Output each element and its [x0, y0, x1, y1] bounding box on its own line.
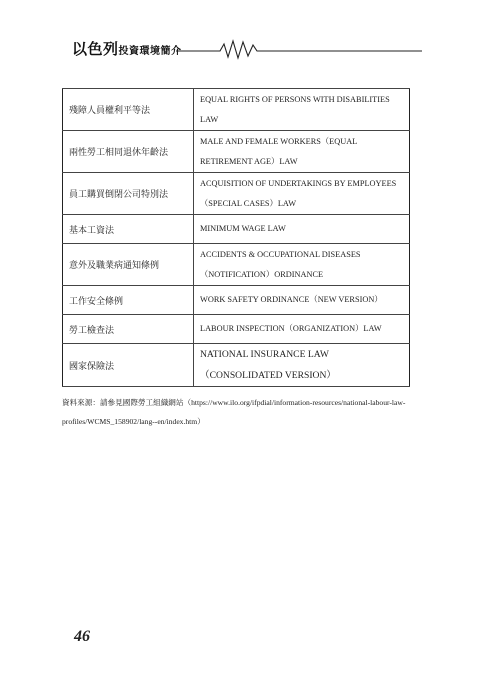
- table-row: [63, 344, 410, 387]
- law-name-en-line: WORK SAFETY ORDINANCE（NEW VERSION）: [200, 295, 383, 304]
- table-row: [63, 173, 410, 215]
- law-name-en-line: MALE AND FEMALE WORKERS（EQUAL: [200, 136, 358, 146]
- page-number: 46: [74, 628, 90, 645]
- header-title-main: 以色列: [72, 40, 119, 58]
- law-name-en-line: RETIREMENT AGE）LAW: [200, 156, 298, 166]
- table-row: [63, 244, 410, 286]
- law-name-zh: 工作安全條例: [63, 286, 194, 315]
- law-table-body: [63, 89, 410, 387]
- law-name-en-line: NATIONAL INSURANCE LAW: [200, 349, 329, 360]
- law-name-zh: 兩性勞工相同退休年齡法: [63, 131, 194, 173]
- law-name-en: [194, 286, 410, 315]
- table-row: [63, 131, 410, 173]
- header-title-sub: 投資環境簡介: [118, 46, 182, 57]
- law-name-en: [194, 173, 410, 215]
- law-name-en-line: （NOTIFICATION）ORDINANCE: [200, 269, 324, 279]
- law-name-en: [194, 89, 410, 131]
- law-name-en-line: EQUAL RIGHTS OF PERSONS WITH DISABILITIES: [200, 94, 390, 104]
- table-row: [63, 215, 410, 244]
- law-name-en: [194, 215, 410, 244]
- law-table: [62, 88, 410, 387]
- table-row: [63, 315, 410, 344]
- law-name-zh: 意外及職業病通知條例: [63, 244, 194, 286]
- law-name-en-line: LAW: [200, 114, 219, 124]
- law-name-zh: 基本工資法: [63, 215, 194, 244]
- law-name-en-line: ACCIDENTS & OCCUPATIONAL DISEASES: [200, 249, 361, 259]
- law-name-en-line: （CONSOLIDATED VERSION）: [200, 370, 337, 381]
- law-name-zh: 殘障人員權利平等法: [63, 89, 194, 131]
- table-row: [63, 89, 410, 131]
- law-name-en: [194, 344, 410, 387]
- law-name-en-line: LABOUR INSPECTION（ORGANIZATION）LAW: [200, 324, 382, 333]
- header-title: [72, 38, 182, 59]
- law-name-en-line: MINIMUM WAGE LAW: [200, 224, 286, 233]
- law-name-en-line: （SPECIAL CASES）LAW: [200, 198, 297, 208]
- law-name-en-line: ACQUISITION OF UNDERTAKINGS BY EMPLOYEES: [200, 178, 397, 188]
- law-name-zh: 員工購買倒閉公司特別法: [63, 173, 194, 215]
- page-header: [72, 36, 422, 60]
- law-name-en: [194, 131, 410, 173]
- law-name-zh: 勞工檢查法: [63, 315, 194, 344]
- law-name-zh: 國家保險法: [63, 344, 194, 387]
- table-row: [63, 286, 410, 315]
- law-name-en: [194, 315, 410, 344]
- source-note: 資料來源：請參見國際勞工組織網站（https://www.ilo.org/ifpdial/information-resources/national-labour-law-profiles/WCMS_158902/lang--en/index.htm）: [62, 398, 406, 426]
- law-name-en: [194, 244, 410, 286]
